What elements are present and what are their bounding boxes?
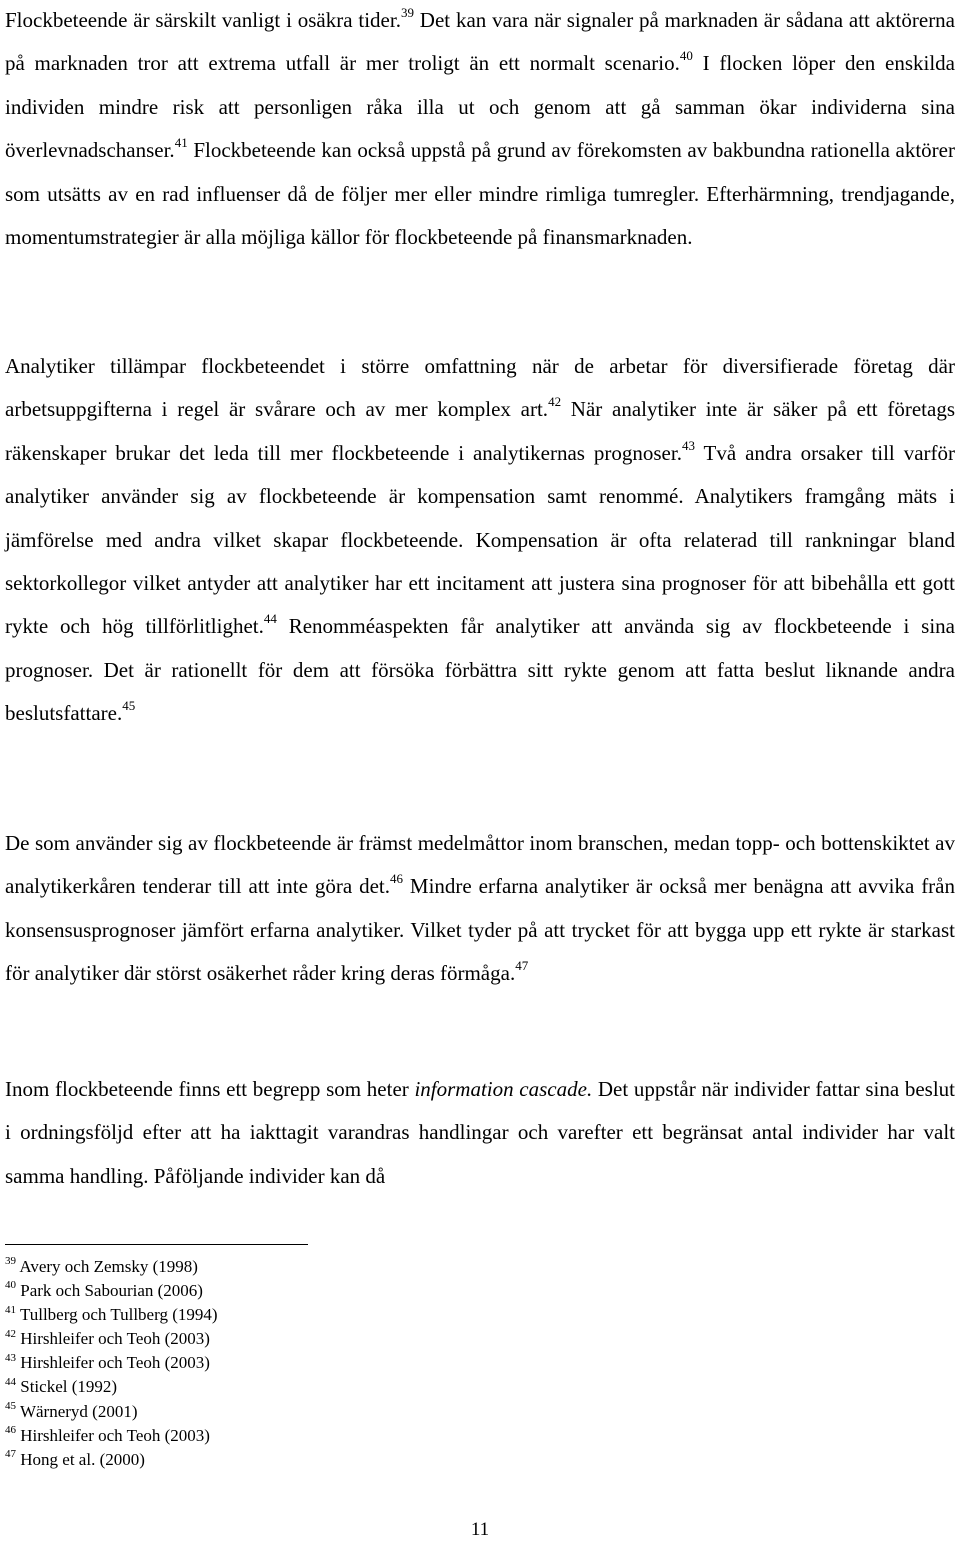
footnote-reference: 46: [389, 871, 403, 887]
footnote-39: [5, 1255, 605, 1279]
footnote-text: Hong et al. (2000): [20, 1449, 145, 1469]
footnote-reference: 40: [679, 48, 693, 64]
text-run: Mindre erfarna analytiker är också mer benägna att avvika från konsensusprognoser jämfört erfarna analytiker. Vilket tyder på att trycket för att bygga upp ett rykte är starkast för analytiker där störst osäkerhet råder kring deras förmåga.: [5, 874, 955, 986]
text-run: Det uppstår när individer fattar sina beslut i ordningsföljd efter att ha iakttagit varandras handlingar och varefter ett begränsat antal individer har valt samma handling. Påföljande individer kan då: [5, 1077, 956, 1188]
italic-term: information cascade.: [414, 1077, 593, 1101]
text-run: I flocken löper den enskilda individen mindre risk att personligen råka illa ut och genom att gå samman ökar individerna sina överlevnadschanser.: [5, 51, 956, 163]
paragraph-2: [5, 345, 955, 736]
footnote-number: 41: [5, 1303, 16, 1316]
footnote-46: [5, 1424, 605, 1448]
footnote-47: [5, 1448, 605, 1472]
footnote-number: 42: [5, 1327, 16, 1340]
footnote-text: Hirshleifer och Teoh (2003): [20, 1425, 210, 1445]
footnote-number: 44: [5, 1375, 16, 1388]
footnote-text: Tullberg och Tullberg (1994): [19, 1305, 218, 1325]
text-run: Analytiker tillämpar flockbeteendet i större omfattning när de arbetar för diversifierade företag där arbetsuppgifterna i regel är svårare och av mer komplex art.: [5, 354, 955, 422]
footnote-text: Hirshleifer och Teoh (2003): [20, 1329, 210, 1349]
paragraph-4: [5, 1068, 955, 1198]
text-run: Flockbeteende kan också uppstå på grund av förekomsten av bakbundna rationella aktörer som utsätts av en rad influenser då de följer mer eller mindre rimliga tumregler. Efterhärmning, trendjagande, momentumstrategier är alla möjliga källor för flockbeteende på finansmarknaden.: [5, 138, 955, 250]
footnote-45: [5, 1400, 605, 1424]
footnote-text: Avery och Zemsky (1998): [19, 1257, 198, 1276]
text-run: Två andra orsaker till varför analytiker använder sig av flockbeteende är kompensation samt renommé. Analytikers framgång mäts i jämförelse med andra vilket skapar flockbeteende. Kompensation är ofta relaterad till rankningar bland sektorkollegor vilket antyder att analytiker har ett incitament att justera sina prognoser för att bibehålla ett gott rykte och hög tillförlitlighet.: [5, 440, 955, 639]
footnote-reference: 39: [400, 5, 414, 20]
footnote-number: 47: [5, 1448, 16, 1461]
footnote-reference: 41: [174, 135, 188, 151]
footnote-text: Park och Sabourian (2006): [20, 1281, 203, 1301]
footnotes-list: [5, 1255, 605, 1472]
footnote-separator: [5, 1244, 308, 1245]
footnote-reference: 43: [681, 437, 695, 453]
text-run: Flockbeteende är särskilt vanligt i osäkra tider.: [5, 8, 401, 32]
paragraph-1: [5, 0, 955, 259]
footnote-41: [5, 1303, 605, 1327]
page-number: 11: [470, 1519, 490, 1540]
text-run: När analytiker inte är säker på ett företags räkenskaper brukar det leda till mer flockbeteende i analytikernas prognoser.: [5, 397, 956, 465]
footnote-reference: 44: [263, 611, 277, 627]
text-run: Inom flockbeteende finns ett begrepp som heter: [5, 1077, 415, 1101]
paragraph-3: [5, 822, 955, 996]
footnote-number: 45: [5, 1399, 16, 1412]
footnote-text: Hirshleifer och Teoh (2003): [20, 1353, 210, 1373]
footnote-text: Wärneryd (2001): [19, 1401, 138, 1421]
text-run: De som använder sig av flockbeteende är främst medelmåttor inom branschen, medan topp- och bottenskiktet av analytikerkåren tenderar till att inte göra det.: [5, 831, 955, 899]
text-run: Det kan vara när signaler på marknaden är sådana att aktörerna på marknaden tror att extrema utfall är mer troligt än ett normalt scenario.: [5, 8, 956, 76]
footnote-44: [5, 1375, 605, 1399]
footnote-43: [5, 1351, 605, 1375]
footnote-number: 43: [5, 1351, 16, 1364]
footnote-reference: 42: [548, 394, 562, 410]
footnote-number: 39: [5, 1255, 16, 1268]
footnote-number: 46: [5, 1424, 16, 1436]
footnote-reference: 45: [122, 698, 136, 714]
footnote-40: [5, 1279, 605, 1303]
footnote-number: 40: [5, 1279, 16, 1292]
text-run: Renomméaspekten får analytiker att använda sig av flockbeteende i sina prognoser. Det är rationellt för dem att försöka förbättra sitt rykte genom att fatta beslut liknande andra beslutsfattare.: [5, 614, 956, 726]
footnote-42: [5, 1327, 605, 1351]
footnote-reference: 47: [515, 958, 529, 974]
footnote-text: Stickel (1992): [20, 1377, 118, 1397]
